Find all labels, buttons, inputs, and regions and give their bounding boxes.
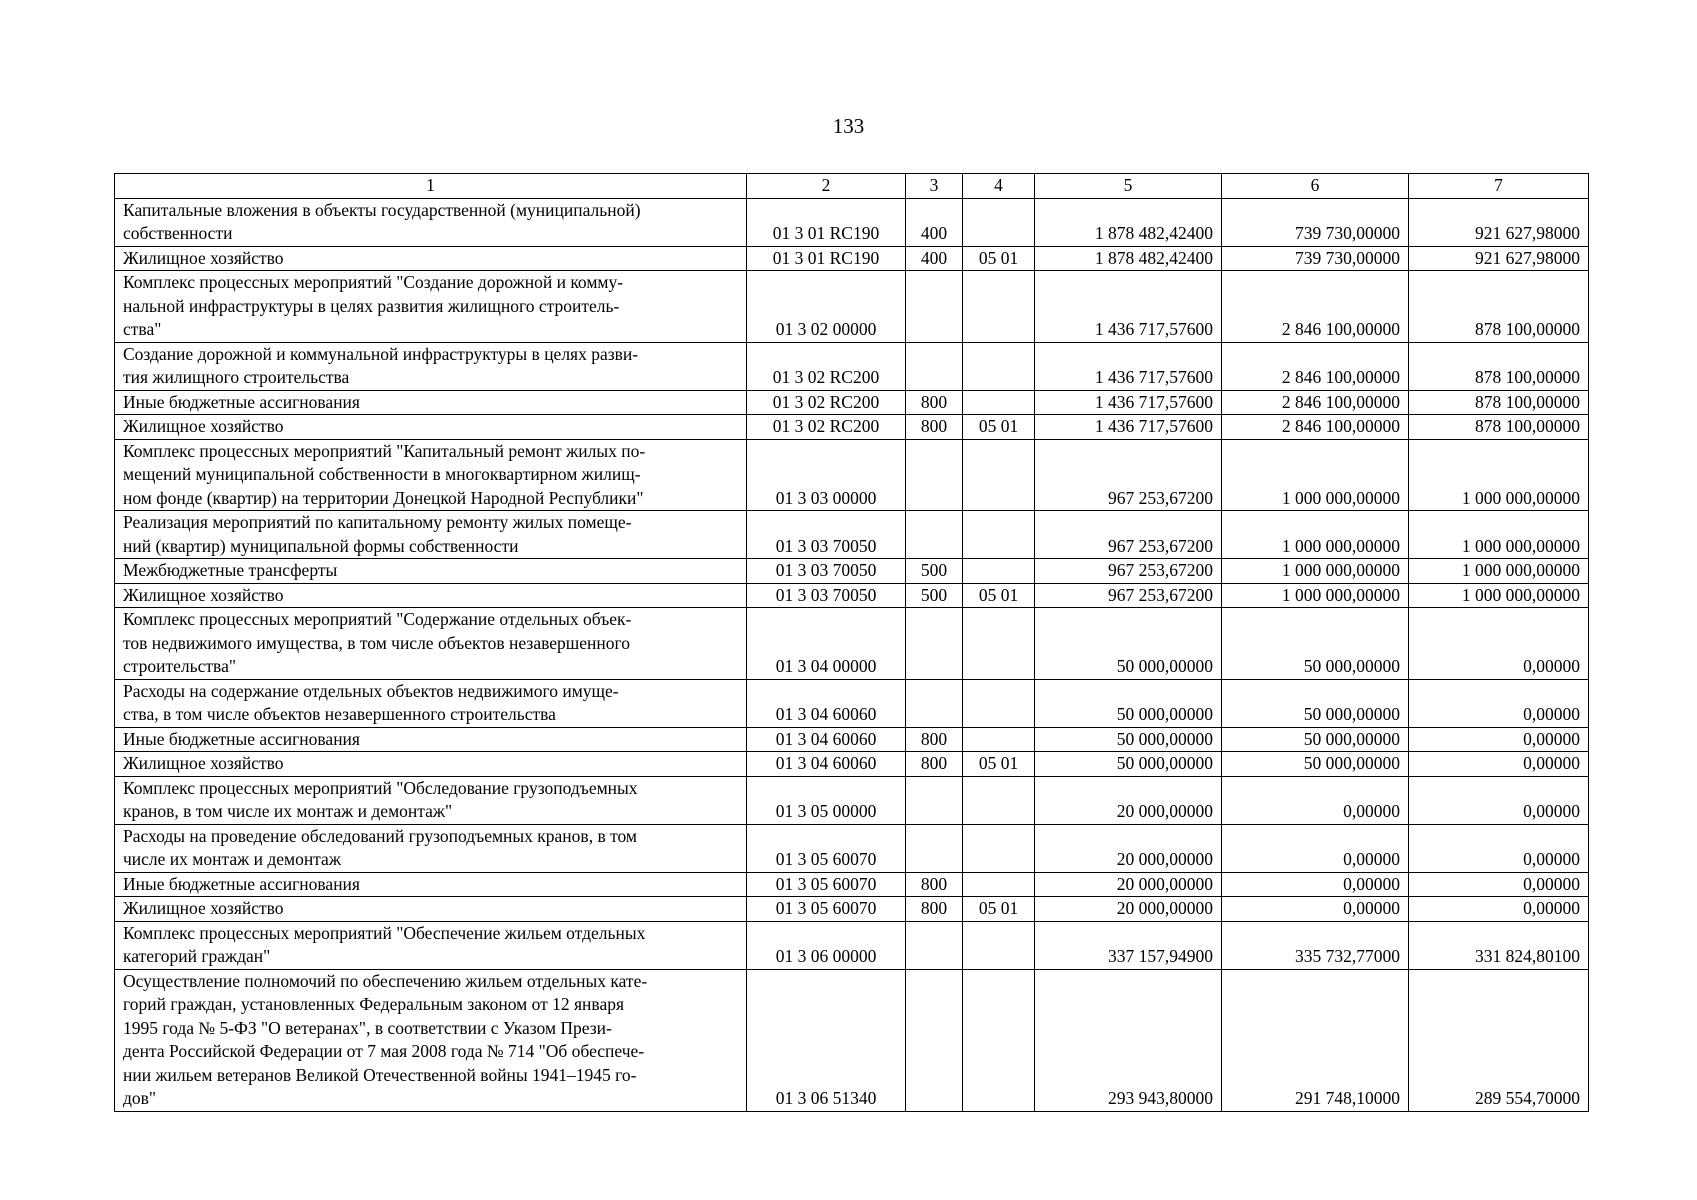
amount-col7-cell: 921 627,98000 [1409,246,1589,271]
amount-col5-cell: 1 436 717,57600 [1035,390,1222,415]
amount-col5-cell: 1 436 717,57600 [1035,342,1222,390]
section-code-cell [963,727,1035,752]
expense-type-cell: 500 [906,583,963,608]
column-header-1: 1 [115,174,747,199]
amount-col7-cell: 0,00000 [1409,679,1589,727]
amount-col6-cell: 291 748,10000 [1222,969,1409,1111]
amount-col7-cell: 0,00000 [1409,752,1589,777]
target-article-cell: 01 3 02 RC200 [747,415,906,440]
target-article-cell: 01 3 04 00000 [747,608,906,680]
table-row [115,824,1589,872]
table-row [115,439,1589,511]
expense-type-cell: 800 [906,727,963,752]
expense-name-cell: Жилищное хозяйство [115,583,747,608]
expense-name-cell: Комплекс процессных мероприятий "Капитальный ремонт жилых по- мещений муниципальной собственности в многоквартирном жилищ- ном фонде (квартир) на территории Донецкой Народной Республики" [115,439,747,511]
amount-col6-cell: 0,00000 [1222,872,1409,897]
section-code-cell: 05 01 [963,752,1035,777]
expense-name-cell: Капитальные вложения в объекты государственной (муниципальной) собственности [115,198,747,246]
expense-type-cell [906,679,963,727]
expense-name-cell: Осуществление полномочий по обеспечению жильем отдельных кате- горий граждан, установленных Федеральным законом от 12 января 1995 года № 5-ФЗ "О ветеранах", в соответствии с Указом Прези- дента Российской Федерации от 7 мая 2008 года № 714 "Об обеспече- нии жильем ветеранов Великой Отечественной войны 1941–1945 го- дов" [115,969,747,1111]
expense-type-cell [906,824,963,872]
target-article-cell: 01 3 06 00000 [747,921,906,969]
section-code-cell [963,198,1035,246]
column-header-4: 4 [963,174,1035,199]
amount-col6-cell: 50 000,00000 [1222,752,1409,777]
amount-col5-cell: 967 253,67200 [1035,559,1222,584]
expense-type-cell: 800 [906,897,963,922]
amount-col6-cell: 1 000 000,00000 [1222,439,1409,511]
amount-col6-cell: 739 730,00000 [1222,198,1409,246]
expense-type-cell [906,271,963,343]
section-code-cell [963,342,1035,390]
amount-col7-cell: 878 100,00000 [1409,271,1589,343]
section-code-cell: 05 01 [963,246,1035,271]
amount-col5-cell: 20 000,00000 [1035,897,1222,922]
amount-col6-cell: 2 846 100,00000 [1222,342,1409,390]
amount-col5-cell: 50 000,00000 [1035,752,1222,777]
table-row [115,198,1589,246]
amount-col7-cell: 878 100,00000 [1409,415,1589,440]
amount-col7-cell: 289 554,70000 [1409,969,1589,1111]
target-article-cell: 01 3 05 60070 [747,897,906,922]
section-code-cell [963,824,1035,872]
target-article-cell: 01 3 03 70050 [747,559,906,584]
table-row [115,559,1589,584]
expense-name-cell: Расходы на содержание отдельных объектов недвижимого имуще- ства, в том числе объектов незавершенного строительства [115,679,747,727]
expense-name-cell: Комплекс процессных мероприятий "Обследование грузоподъемных кранов, в том числе их монтаж и демонтаж" [115,776,747,824]
amount-col6-cell: 2 846 100,00000 [1222,390,1409,415]
amount-col6-cell: 739 730,00000 [1222,246,1409,271]
table-row [115,246,1589,271]
expense-type-cell [906,969,963,1111]
amount-col5-cell: 50 000,00000 [1035,727,1222,752]
expense-type-cell: 800 [906,415,963,440]
expense-name-cell: Жилищное хозяйство [115,752,747,777]
column-header-5: 5 [1035,174,1222,199]
section-code-cell: 05 01 [963,415,1035,440]
table-row [115,608,1589,680]
expense-name-cell: Межбюджетные трансферты [115,559,747,584]
table-row [115,969,1589,1111]
column-number-row [115,174,1589,199]
target-article-cell: 01 3 03 70050 [747,583,906,608]
amount-col5-cell: 50 000,00000 [1035,608,1222,680]
amount-col7-cell: 1 000 000,00000 [1409,511,1589,559]
target-article-cell: 01 3 02 RC200 [747,390,906,415]
table-row [115,679,1589,727]
target-article-cell: 01 3 04 60060 [747,679,906,727]
expense-name-cell: Иные бюджетные ассигнования [115,727,747,752]
table-row [115,342,1589,390]
table-row [115,511,1589,559]
amount-col6-cell: 50 000,00000 [1222,727,1409,752]
amount-col5-cell: 20 000,00000 [1035,824,1222,872]
amount-col6-cell: 2 846 100,00000 [1222,415,1409,440]
amount-col5-cell: 967 253,67200 [1035,583,1222,608]
amount-col6-cell: 0,00000 [1222,776,1409,824]
section-code-cell [963,608,1035,680]
expense-type-cell [906,439,963,511]
target-article-cell: 01 3 01 RC190 [747,246,906,271]
amount-col5-cell: 337 157,94900 [1035,921,1222,969]
amount-col5-cell: 50 000,00000 [1035,679,1222,727]
amount-col5-cell: 1 878 482,42400 [1035,198,1222,246]
expense-name-cell: Иные бюджетные ассигнования [115,390,747,415]
target-article-cell: 01 3 05 00000 [747,776,906,824]
amount-col7-cell: 921 627,98000 [1409,198,1589,246]
table-row [115,727,1589,752]
expense-type-cell: 800 [906,752,963,777]
expense-type-cell: 400 [906,246,963,271]
expense-name-cell: Комплекс процессных мероприятий "Содержание отдельных объек- тов недвижимого имущества, в том числе объектов незавершенного строительства" [115,608,747,680]
amount-col7-cell: 878 100,00000 [1409,390,1589,415]
amount-col7-cell: 0,00000 [1409,872,1589,897]
table-row [115,921,1589,969]
expense-type-cell: 800 [906,390,963,415]
amount-col7-cell: 1 000 000,00000 [1409,559,1589,584]
expense-type-cell [906,776,963,824]
section-code-cell [963,872,1035,897]
expense-type-cell: 800 [906,872,963,897]
section-code-cell [963,559,1035,584]
amount-col7-cell: 0,00000 [1409,727,1589,752]
section-code-cell: 05 01 [963,897,1035,922]
target-article-cell: 01 3 04 60060 [747,727,906,752]
section-code-cell [963,390,1035,415]
expense-type-cell [906,921,963,969]
section-code-cell [963,776,1035,824]
amount-col7-cell: 0,00000 [1409,897,1589,922]
target-article-cell: 01 3 04 60060 [747,752,906,777]
amount-col7-cell: 0,00000 [1409,824,1589,872]
amount-col5-cell: 1 878 482,42400 [1035,246,1222,271]
amount-col6-cell: 0,00000 [1222,897,1409,922]
target-article-cell: 01 3 01 RC190 [747,198,906,246]
expense-name-cell: Жилищное хозяйство [115,897,747,922]
amount-col7-cell: 331 824,80100 [1409,921,1589,969]
target-article-cell: 01 3 05 60070 [747,824,906,872]
amount-col5-cell: 1 436 717,57600 [1035,271,1222,343]
budget-table [114,173,1589,1112]
expense-type-cell [906,608,963,680]
target-article-cell: 01 3 05 60070 [747,872,906,897]
expense-type-cell: 500 [906,559,963,584]
table-row [115,897,1589,922]
amount-col6-cell: 2 846 100,00000 [1222,271,1409,343]
section-code-cell [963,921,1035,969]
column-header-3: 3 [906,174,963,199]
expense-type-cell: 400 [906,198,963,246]
section-code-cell [963,511,1035,559]
amount-col6-cell: 50 000,00000 [1222,679,1409,727]
amount-col6-cell: 0,00000 [1222,824,1409,872]
expense-type-cell [906,511,963,559]
target-article-cell: 01 3 02 RC200 [747,342,906,390]
target-article-cell: 01 3 03 00000 [747,439,906,511]
expense-name-cell: Создание дорожной и коммунальной инфраструктуры в целях разви- тия жилищного строительства [115,342,747,390]
expense-type-cell [906,342,963,390]
table-row [115,752,1589,777]
amount-col5-cell: 20 000,00000 [1035,872,1222,897]
amount-col5-cell: 1 436 717,57600 [1035,415,1222,440]
table-row [115,390,1589,415]
table-row [115,583,1589,608]
amount-col6-cell: 335 732,77000 [1222,921,1409,969]
target-article-cell: 01 3 02 00000 [747,271,906,343]
amount-col5-cell: 293 943,80000 [1035,969,1222,1111]
expense-name-cell: Жилищное хозяйство [115,246,747,271]
expense-name-cell: Реализация мероприятий по капитальному ремонту жилых помеще- ний (квартир) муниципальной формы собственности [115,511,747,559]
section-code-cell: 05 01 [963,583,1035,608]
column-header-7: 7 [1409,174,1589,199]
expense-name-cell: Расходы на проведение обследований грузоподъемных кранов, в том числе их монтаж и демонтаж [115,824,747,872]
amount-col6-cell: 1 000 000,00000 [1222,511,1409,559]
section-code-cell [963,439,1035,511]
amount-col7-cell: 878 100,00000 [1409,342,1589,390]
amount-col7-cell: 1 000 000,00000 [1409,583,1589,608]
table-row [115,872,1589,897]
amount-col6-cell: 50 000,00000 [1222,608,1409,680]
section-code-cell [963,679,1035,727]
budget-table-body [115,174,1589,1112]
amount-col5-cell: 20 000,00000 [1035,776,1222,824]
column-header-2: 2 [747,174,906,199]
target-article-cell: 01 3 03 70050 [747,511,906,559]
table-row [115,271,1589,343]
amount-col7-cell: 0,00000 [1409,776,1589,824]
page-number: 133 [832,114,865,138]
expense-name-cell: Иные бюджетные ассигнования [115,872,747,897]
expense-name-cell: Жилищное хозяйство [115,415,747,440]
amount-col7-cell: 0,00000 [1409,608,1589,680]
table-row [115,415,1589,440]
column-header-6: 6 [1222,174,1409,199]
expense-name-cell: Комплекс процессных мероприятий "Создание дорожной и комму- нальной инфраструктуры в целях развития жилищного строитель- ства" [115,271,747,343]
section-code-cell [963,969,1035,1111]
amount-col5-cell: 967 253,67200 [1035,439,1222,511]
amount-col5-cell: 967 253,67200 [1035,511,1222,559]
expense-name-cell: Комплекс процессных мероприятий "Обеспечение жильем отдельных категорий граждан" [115,921,747,969]
table-row [115,776,1589,824]
amount-col7-cell: 1 000 000,00000 [1409,439,1589,511]
amount-col6-cell: 1 000 000,00000 [1222,559,1409,584]
amount-col6-cell: 1 000 000,00000 [1222,583,1409,608]
section-code-cell [963,271,1035,343]
target-article-cell: 01 3 06 51340 [747,969,906,1111]
